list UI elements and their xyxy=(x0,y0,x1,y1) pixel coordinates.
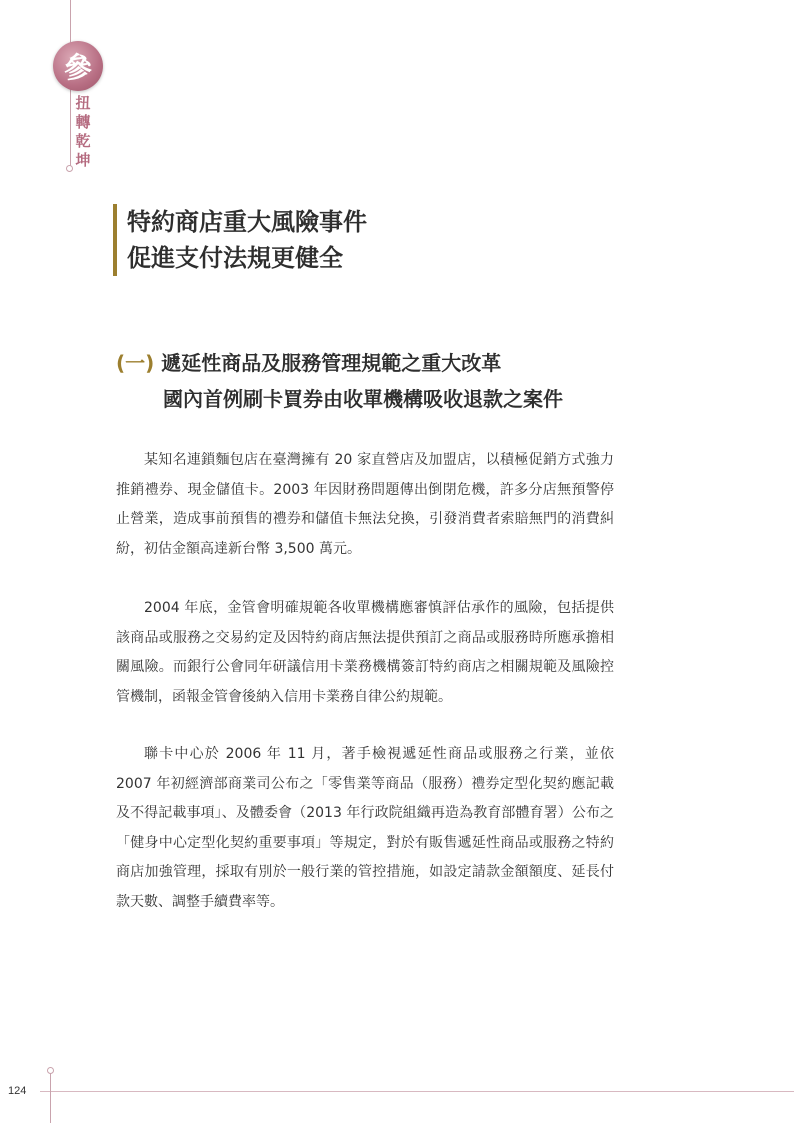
body-paragraph: 2004 年底，金管會明確規範各收單機構應審慎評估承作的風險，包括提供該商品或服務之交易約定及因特約商店無法提供預訂之商品或服務時所應承擔相關風險。而銀行公會同年研議信用卡業務機構簽訂特約商店之相關規範及風險控管機制，函報金管會後納入信用卡業務自律公約規範。 xyxy=(116,600,614,705)
side-decor-dot xyxy=(66,165,73,172)
section-heading-line2: 促進支付法規更健全 xyxy=(127,244,343,272)
subsection-heading-line2: 國內首例刷卡買券由收單機構吸收退款之案件 xyxy=(163,387,563,411)
chapter-title-vertical xyxy=(74,94,92,170)
page-number: 124 xyxy=(8,1085,27,1097)
chapter-badge xyxy=(53,41,103,91)
body-paragraph: 某知名連鎖麵包店在臺灣擁有 20 家直營店及加盟店，以積極促銷方式強力推銷禮券、現金儲值卡。2003 年因財務問題傳出倒閉危機，許多分店無預警停止營業，造成事前預售的禮券和儲值卡無法兌換，引發消費者索賠無門的消費糾紛，初估金額高達新台幣 3,500 萬元。 xyxy=(116,452,614,557)
footer-divider xyxy=(40,1091,794,1092)
subsection-number: (一) xyxy=(116,351,155,375)
footer-decor-line xyxy=(50,1072,51,1123)
chapter-title-char: 扭 xyxy=(75,94,91,112)
section-heading-line1: 特約商店重大風險事件 xyxy=(127,208,367,236)
footer-decor-dot xyxy=(47,1067,54,1074)
section-heading xyxy=(113,204,367,276)
chapter-badge-label: 參 xyxy=(63,51,92,84)
subsection-heading xyxy=(116,348,636,414)
chapter-title-char: 乾 xyxy=(75,132,91,150)
subsection-heading-line1: 遞延性商品及服務管理規範之重大改革 xyxy=(161,351,502,375)
chapter-title-char: 轉 xyxy=(75,113,91,131)
chapter-title-char: 坤 xyxy=(75,151,91,169)
body-paragraph: 聯卡中心於 2006 年 11 月，著手檢視遞延性商品或服務之行業，並依 2007 年初經濟部商業司公布之「零售業等商品（服務）禮券定型化契約應記載及不得記載事項」、及體委會（2013 年行政院組織再造為教育部體育署）公布之「健身中心定型化契約重要事項」等規定，對於有販售遞延性商品或服務之特約商店加強管理，採取有別於一般行業的管控措施，如設定請款金額額度、延長付款天數、調整手續費率等。 xyxy=(116,746,614,910)
